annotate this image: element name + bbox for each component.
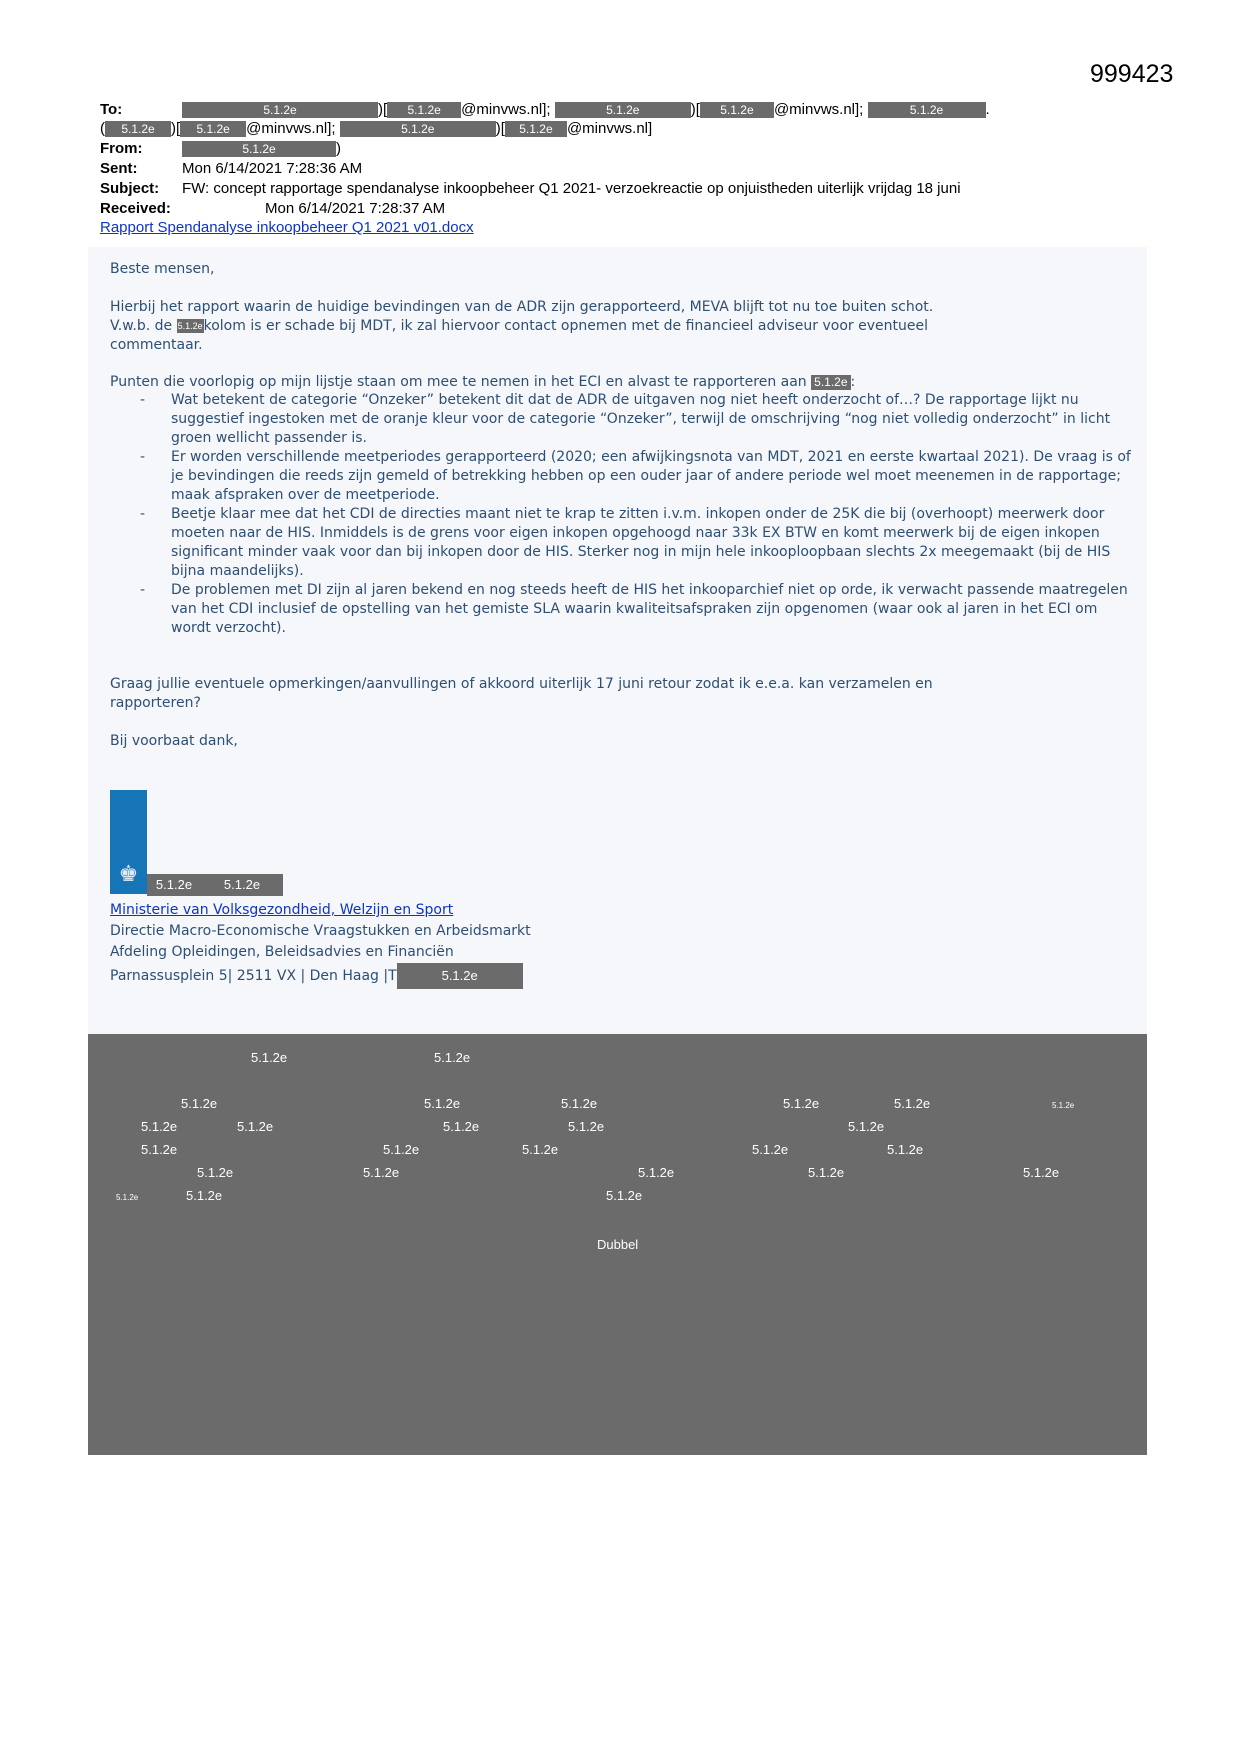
bullet-text: Er worden verschillende meetperiodes gerapporteerd (2020; een afwijkingsnota van MDT, 2021 en eerste kwartaal 2021). De vraag is of je bevindingen die reeds zijn gemeld of betrekking hebben op een ouder jaar of andere periode wel moet meenemen in de rapportage; maak afspraken over de meetperiode. <box>171 449 1131 503</box>
redaction: 5.1.2e <box>177 321 203 331</box>
bullet-text: Beetje klaar mee dat het CDI de directies maant niet te krap te zitten i.v.m. inkopen onder de 25K die bij (overhoopt) meerwerk door moeten naar de HIS. Inmiddels is de grens voor eigen inkopen opgehoogd naar 33k EX BTW en komt meerwerk bij de eigen inkopen significant minder vaak voor dan bij inkopen door de HIS. Sterker nog in mijn hele inkooploopbaan slechts 2x meegemaakt (bij de HIS bijna maandelijks). <box>171 506 1111 579</box>
to-domain: @minvws.nl]; <box>461 101 551 118</box>
redaction: 5.1.2e <box>387 102 461 118</box>
paragraph-1-line-2 <box>110 317 1130 336</box>
redaction-label: 5.1.2e <box>251 1050 288 1065</box>
bullet-dash: - <box>140 582 146 598</box>
redaction: 5.1.2e <box>182 141 336 157</box>
attachment-link[interactable]: Rapport Spendanalyse inkoopbeheer Q1 2021 v01.docx <box>100 219 474 236</box>
bullet-list <box>140 391 1140 638</box>
paragraph-1 <box>110 298 1130 355</box>
bracket: )[ <box>171 120 181 137</box>
redaction-label: 5.1.2e <box>752 1142 789 1157</box>
bullet-dash: - <box>140 392 146 408</box>
document-number: 999423 <box>1090 60 1174 88</box>
redaction-label: 5.1.2e <box>783 1096 820 1111</box>
greeting: Beste mensen, <box>110 261 215 277</box>
bracket: )[ <box>495 120 505 137</box>
redaction-label: 5.1.2e <box>568 1119 605 1134</box>
ministry-link[interactable]: Ministerie van Volksgezondheid, Welzijn en Sport <box>110 902 454 918</box>
redaction: 5.1.2e <box>182 102 378 118</box>
closing-request-line-1: Graag jullie eventuele opmerkingen/aanvullingen of akkoord uiterlijk 17 juni retour zodat ik e.e.a. kan verzamelen en <box>110 676 933 692</box>
redacted-block <box>88 1034 1147 1455</box>
redaction-label: 5.1.2e <box>116 1193 139 1202</box>
subject-label: Subject: <box>100 180 160 197</box>
redaction: 5.1.2e <box>505 121 567 137</box>
redaction-label: 5.1.2e <box>424 1096 461 1111</box>
paragraph-2 <box>110 373 855 392</box>
to-domain: @minvws.nl]; <box>246 120 336 137</box>
received-value: Mon 6/14/2021 7:28:37 AM <box>265 200 446 217</box>
redaction-label: 5.1.2e <box>606 1188 643 1203</box>
redaction: 5.1.2e <box>397 963 523 989</box>
closing-request-line-2: rapporteren? <box>110 695 201 711</box>
bracket: )[ <box>378 101 388 118</box>
text-fragment: Punten die voorlopig op mijn lijstje staan om mee te nemen in het ECI en alvast te rapporteren aan <box>110 374 807 390</box>
redaction-label: 5.1.2e <box>186 1188 223 1203</box>
redaction-label: 5.1.2e <box>522 1142 559 1157</box>
redaction-label: 5.1.2e <box>1052 1101 1075 1110</box>
address-text: Parnassusplein 5| 2511 VX | Den Haag |T <box>110 968 397 984</box>
to-line <box>100 100 1140 120</box>
paragraph-1-line-1: Hierbij het rapport waarin de huidige bevindingen van de ADR zijn gerapporteerd, MEVA blijft tot nu toe buiten schot. <box>110 299 934 315</box>
redaction: 5.1.2e <box>105 121 171 137</box>
from-label: From: <box>100 140 143 157</box>
redaction-label: 5.1.2e <box>561 1096 598 1111</box>
redaction-label: 5.1.2e <box>141 1142 178 1157</box>
dubbel-label: Dubbel <box>597 1237 639 1252</box>
paren: ( <box>100 120 105 137</box>
redaction: 5.1.2e <box>868 102 986 118</box>
bullet-item <box>140 391 1140 448</box>
redaction-label: 5.1.2e <box>181 1096 218 1111</box>
dot: . <box>985 101 990 118</box>
bullet-dash: - <box>140 506 146 522</box>
to-label: To: <box>100 101 123 118</box>
to-domain: @minvws.nl] <box>566 120 653 137</box>
thanks: Bij voorbaat dank, <box>110 733 238 749</box>
from-line <box>100 139 341 159</box>
redaction-label: 5.1.2e <box>141 1119 178 1134</box>
redaction: 5.1.2e <box>180 121 246 137</box>
crest-icon: ♚ <box>118 861 139 886</box>
redaction-label: 5.1.2e <box>808 1165 845 1180</box>
redaction-label: 5.1.2e <box>638 1165 675 1180</box>
bullet-item <box>140 448 1140 505</box>
address <box>110 963 523 989</box>
to-line-continued <box>100 119 652 139</box>
redaction-label: 5.1.2e <box>197 1165 234 1180</box>
subject-value: FW: concept rapportage spendanalyse inkoopbeheer Q1 2021- verzoekreactie op onjuistheden uiterlijk vrijdag 18 juni <box>182 180 961 197</box>
redaction: 5.1.2e <box>340 121 496 137</box>
redaction-label: 5.1.2e <box>887 1142 924 1157</box>
closing-request <box>110 675 933 713</box>
redaction-label: 5.1.2e <box>237 1119 274 1134</box>
bullet-item <box>140 581 1140 638</box>
bullet-dash: - <box>140 449 146 465</box>
subject-line <box>100 179 961 199</box>
redaction: 5.1.2e <box>147 874 201 896</box>
redaction-label: 5.1.2e <box>894 1096 931 1111</box>
bullet-item <box>140 505 1140 581</box>
received-label: Received: <box>100 200 171 217</box>
bracket: )[ <box>690 101 700 118</box>
to-domain: @minvws.nl]; <box>773 101 864 118</box>
redaction: 5.1.2e <box>700 102 774 118</box>
received-line <box>100 199 446 219</box>
text-fragment: V.w.b. de <box>110 318 173 334</box>
directorate: Directie Macro-Economische Vraagstukken en Arbeidsmarkt <box>110 923 531 939</box>
bullet-text: De problemen met DI zijn al jaren bekend en nog steeds heeft de HIS het inkooparchief niet op orde, ik verwacht passende maatregelen van het CDI inclusief de opstelling van het gemiste SLA waarin kwaliteitsafspraken zijn opgenomen (waar ook al jaren in het ECI om wordt verzocht). <box>171 582 1128 636</box>
sent-label: Sent: <box>100 160 138 177</box>
signature-name <box>147 874 283 896</box>
redaction-label: 5.1.2e <box>363 1165 400 1180</box>
bullet-text: Wat betekent de categorie “Onzeker” betekent dit dat de ADR de uitgaven nog niet heeft onderzocht of…? De rapportage lijkt nu suggestief ingestoken met de oranje kleur voor de categorie “Onzeker”, terwijl de omschrijving “nog niet volledig onderzocht” in licht groen wellicht passender is. <box>171 392 1111 446</box>
paragraph-1-line-3: commentaar. <box>110 337 203 353</box>
redaction-label: 5.1.2e <box>434 1050 471 1065</box>
text-fragment: kolom is er schade bij MDT, ik zal hiervoor contact opnemen met de financieel adviseur voor eventueel <box>203 318 928 334</box>
sent-line <box>100 159 363 179</box>
redaction: 5.1.2e <box>555 102 691 118</box>
redaction: 5.1.2e <box>201 874 283 896</box>
text-fragment: : <box>850 374 856 390</box>
redaction: 5.1.2e <box>811 375 850 390</box>
department: Afdeling Opleidingen, Beleidsadvies en Financiën <box>110 944 454 960</box>
redaction-label: 5.1.2e <box>383 1142 420 1157</box>
sent-value: Mon 6/14/2021 7:28:36 AM <box>182 160 363 177</box>
redaction-label: 5.1.2e <box>1023 1165 1060 1180</box>
redaction-label: 5.1.2e <box>443 1119 480 1134</box>
redaction-label: 5.1.2e <box>848 1119 885 1134</box>
paren-close: ) <box>336 140 341 157</box>
